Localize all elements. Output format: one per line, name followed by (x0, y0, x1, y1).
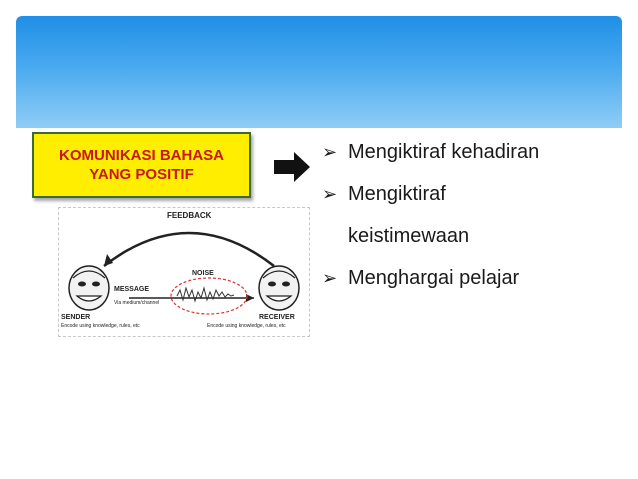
message-sub-label: Via medium/channel (114, 300, 160, 306)
title-text (59, 146, 224, 184)
arrow-bullet-icon: ➢ (322, 184, 338, 204)
message-label: MESSAGE (114, 286, 150, 293)
sender-sub-label: Encode using knowledge, rules, etc (61, 323, 140, 329)
arrow-bullet-icon: ➢ (322, 268, 338, 288)
receiver-sub-label: Encode using knowledge, rules, etc (207, 323, 286, 329)
sender-face-icon (69, 266, 109, 310)
bullet-text: Mengiktiraf (348, 183, 446, 205)
receiver-face-icon (259, 266, 299, 310)
bullet-item-continuation (322, 224, 622, 248)
right-arrow-icon (272, 150, 312, 184)
sender-label: SENDER (61, 314, 91, 321)
noise-label: NOISE (192, 270, 214, 277)
title-box (32, 132, 251, 198)
bullet-item (322, 140, 622, 164)
arrow-bullet-icon: ➢ (322, 142, 338, 162)
bullet-item (322, 182, 622, 206)
feedback-label: FEEDBACK (167, 211, 212, 220)
bullet-text: Mengiktiraf kehadiran (348, 141, 540, 163)
communication-diagram (58, 207, 310, 337)
title-line-1: KOMUNIKASI BAHASA (59, 147, 224, 164)
header-banner (16, 16, 622, 128)
title-line-2: YANG POSITIF (89, 166, 194, 183)
bullet-text: Menghargai pelajar (348, 267, 520, 289)
bullet-text: keistimewaan (348, 225, 470, 247)
noise-wave (177, 288, 234, 301)
bullet-list (322, 136, 622, 290)
feedback-arc (104, 233, 274, 266)
receiver-label: RECEIVER (259, 314, 295, 321)
bullet-item (322, 266, 622, 290)
